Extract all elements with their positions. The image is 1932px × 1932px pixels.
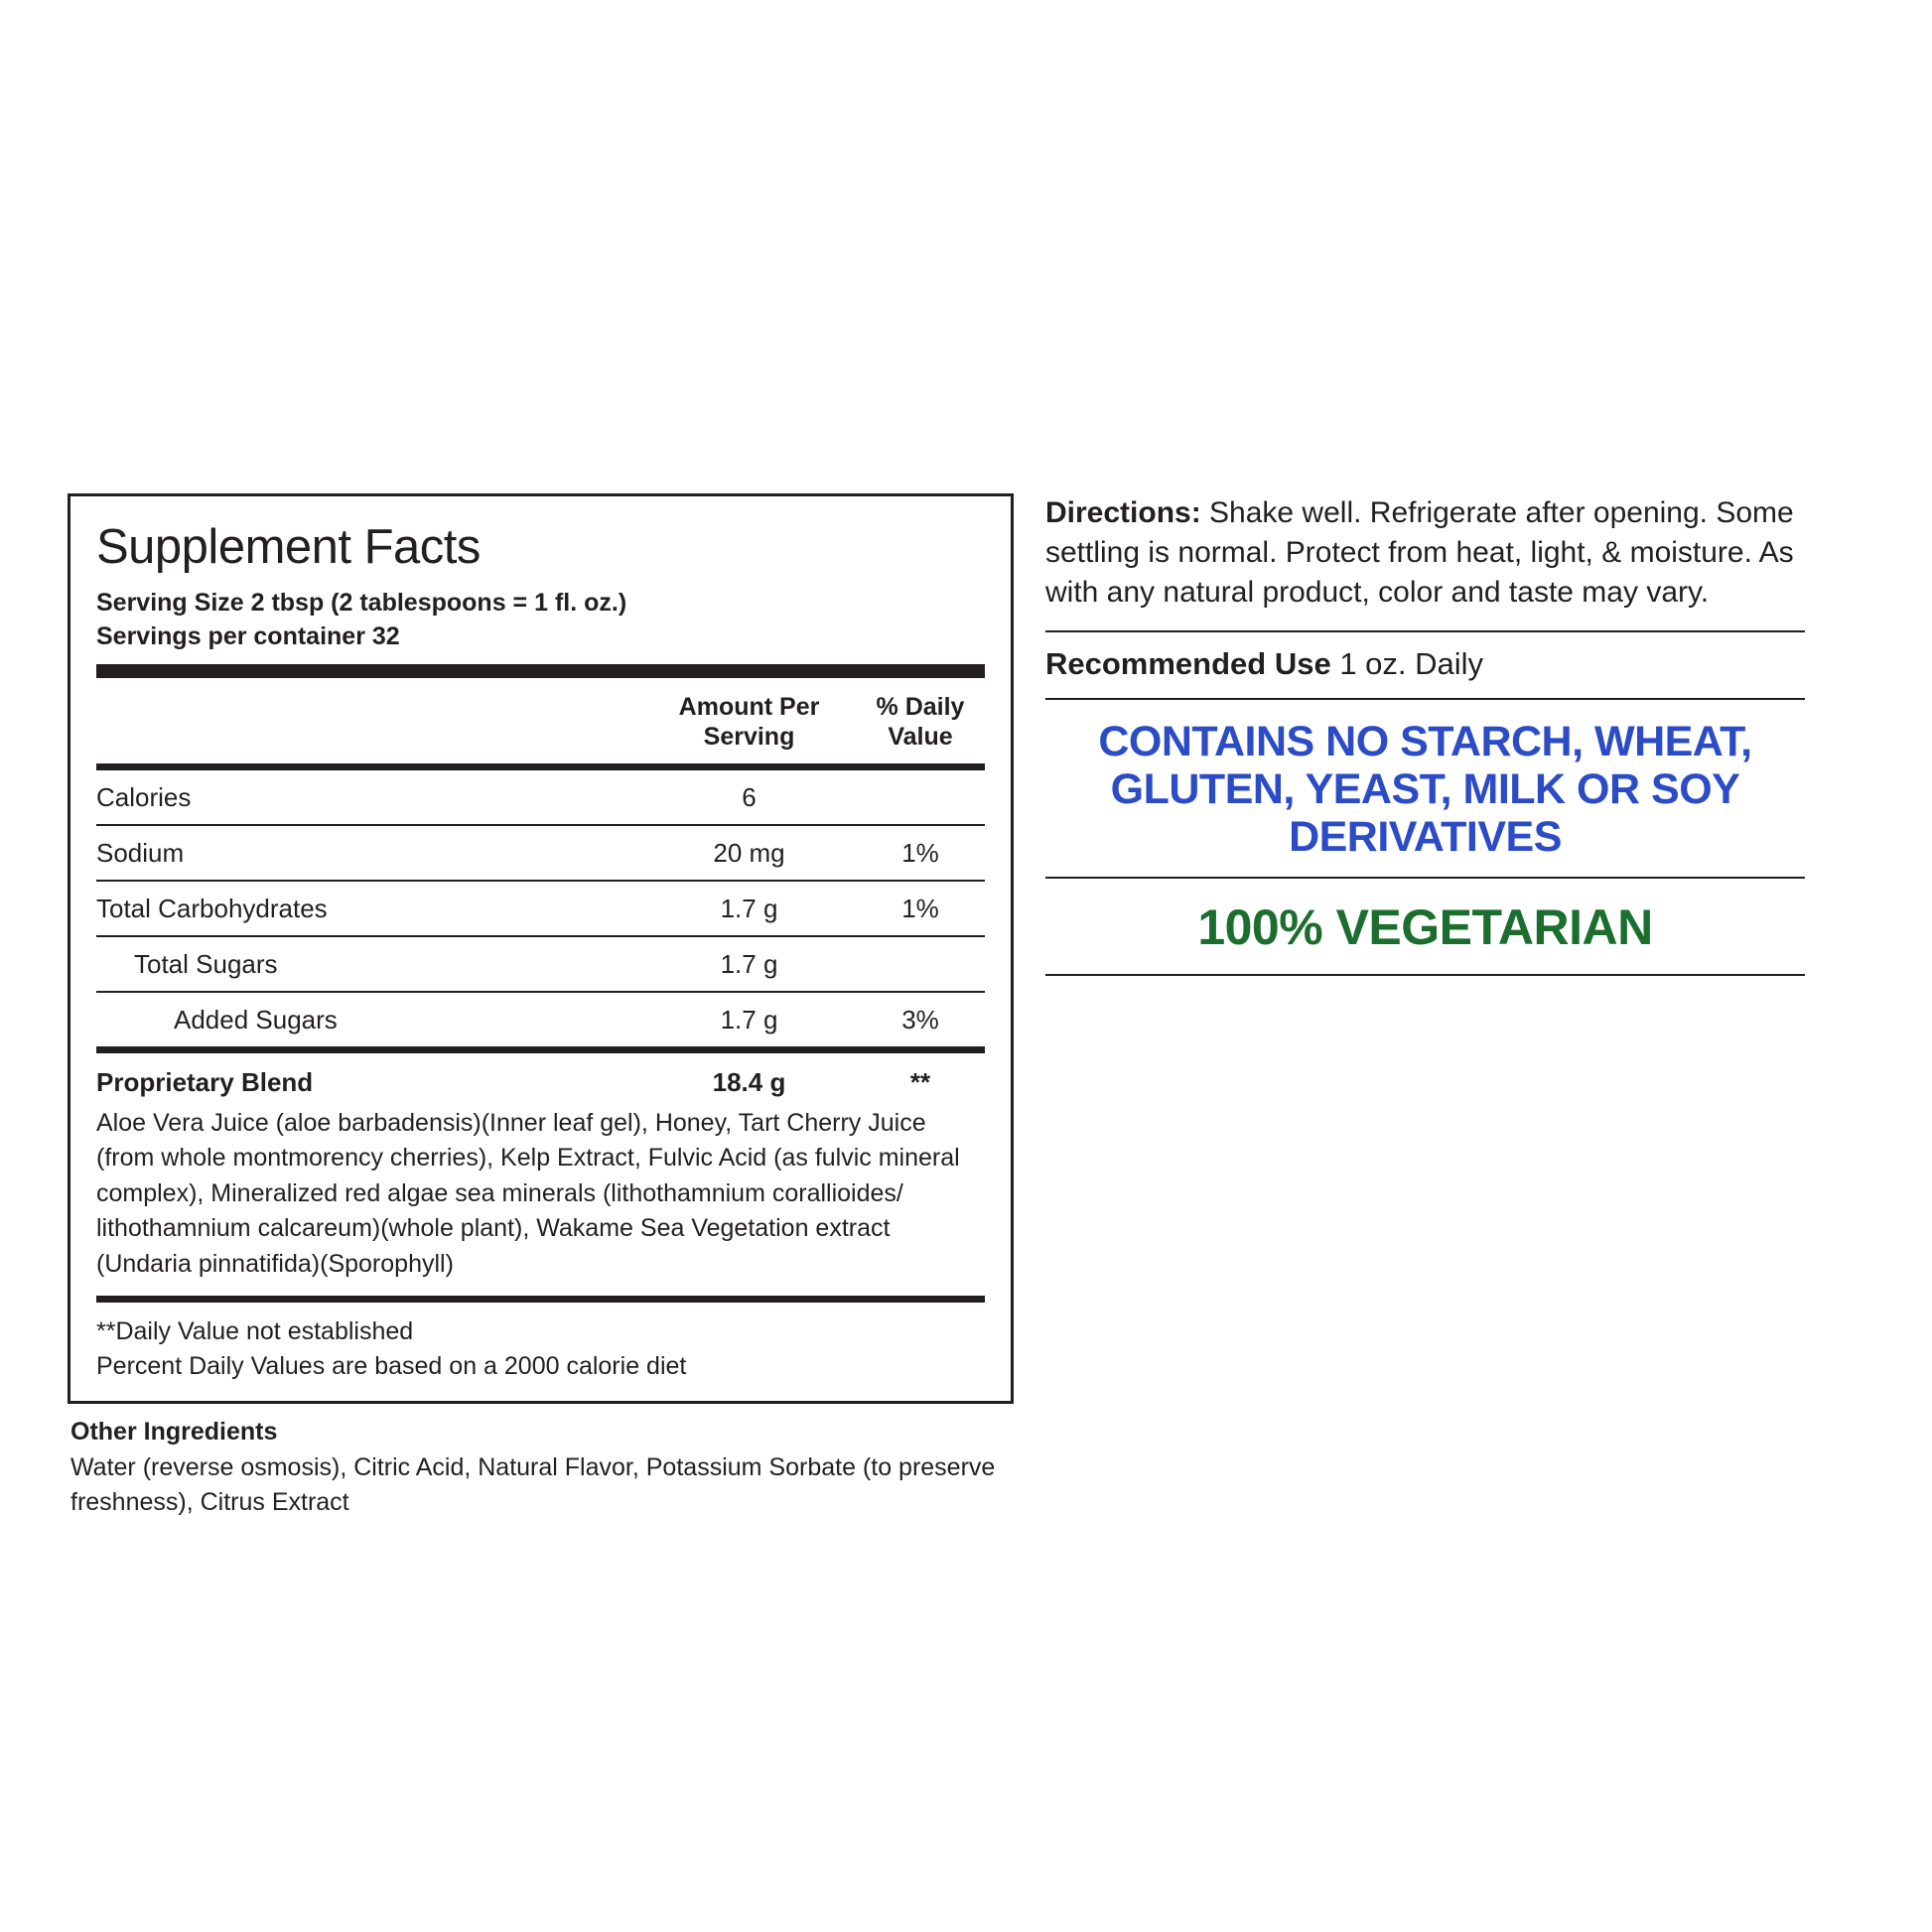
other-ingredients-body: Water (reverse osmosis), Citric Acid, Natural Flavor, Potassium Sorbate (to preserve freshness), Citrus Extract [70, 1453, 996, 1517]
blend-amount: 18.4 g [712, 1066, 786, 1097]
row-amount: 1.7 g [642, 881, 856, 936]
footnotes [96, 1303, 985, 1383]
row-name: Added Sugars [174, 1004, 338, 1035]
table-row [96, 992, 985, 1046]
claim-vegetarian: 100% VEGETARIAN [1197, 899, 1653, 956]
divider-below-header [96, 763, 985, 770]
recommended-use-label: Recommended Use [1045, 645, 1331, 681]
table-row [96, 881, 985, 936]
divider-directions [1045, 630, 1805, 632]
row-name: Total Sugars [96, 936, 642, 992]
divider-recommended-use [1045, 698, 1805, 700]
row-amount: 1.7 g [720, 1004, 778, 1035]
row-amount: 1.7 g [642, 936, 856, 992]
divider-claim-free-from [1045, 877, 1805, 879]
claim-free-from: CONTAINS NO STARCH, WHEAT, GLUTEN, YEAST, MILK OR SOY DERIVATIVES [1098, 717, 1752, 861]
header-dv-line2: Value [888, 722, 953, 751]
supplement-facts-box [68, 493, 1014, 1404]
row-name: Total Carbohydrates [96, 881, 642, 936]
nutrition-rows [96, 770, 985, 1046]
table-row [96, 936, 985, 992]
proprietary-blend-row [96, 1053, 985, 1102]
header-blank [96, 678, 642, 763]
row-daily-value [856, 770, 985, 825]
servings-per-container: Servings per container 32 [96, 622, 400, 651]
other-ingredients-heading: Other Ingredients [70, 1418, 278, 1447]
nutrition-table [96, 678, 985, 763]
row-name: Calories [96, 770, 642, 825]
blend-ingredients: Aloe Vera Juice (aloe barbadensis)(Inner leaf gel), Honey, Tart Cherry Juice (from whole montmorency cherries), Kelp Extract, Fulvic Acid (as fulvic mineral complex), Mineralized red algae sea minerals (lithothamnium corallioides/ lithothamnium calcareum)(whole plant), Wakame Sea Vegetation extract (Undaria pinnatifida)(Sporophyll) [96, 1108, 960, 1278]
directions-panel [1045, 493, 1805, 990]
table-row [96, 770, 985, 825]
row-daily-value: 1% [856, 825, 985, 881]
recommended-use-block [1045, 646, 1805, 682]
header-amount-per-serving [642, 678, 856, 763]
row-amount: 6 [642, 770, 856, 825]
blend-daily-value: ** [909, 1066, 931, 1097]
recommended-use-value: 1 oz. Daily [1330, 645, 1484, 681]
directions-text: Shake well. Refrigerate after opening. Some settling is normal. Protect from heat, light, & moisture. As with any natural product, color and taste may vary. [1045, 496, 1794, 609]
divider-below-blend [96, 1296, 985, 1303]
divider-above-blend [96, 1046, 985, 1053]
divider-claim-vegetarian [1045, 974, 1805, 976]
page-title: Supplement Facts [96, 520, 481, 574]
blend-name: Proprietary Blend [96, 1066, 314, 1097]
header-amount-line1: Amount Per [678, 692, 820, 721]
divider-thick-top [96, 664, 985, 678]
footnote-percent-daily-values: Percent Daily Values are based on a 2000 calorie diet [96, 1351, 687, 1380]
row-amount: 20 mg [642, 825, 856, 881]
row-daily-value: 1% [856, 881, 985, 936]
header-dv-line1: % Daily [876, 692, 965, 721]
directions-block [1045, 493, 1805, 613]
header-daily-value [856, 678, 985, 763]
serving-size: Serving Size 2 tbsp (2 tablespoons = 1 fl. oz.) [96, 589, 627, 618]
footnote-daily-value-not-established: **Daily Value not established [96, 1317, 414, 1346]
table-row [96, 825, 985, 881]
row-daily-value: 3% [901, 1004, 939, 1035]
supplement-facts-panel [68, 493, 1014, 1520]
row-daily-value [856, 936, 985, 992]
row-name: Sodium [96, 825, 642, 881]
directions-label: Directions: [1045, 496, 1201, 529]
table-row [96, 1053, 985, 1102]
header-amount-line2: Serving [703, 722, 795, 751]
table-header-row [96, 678, 985, 763]
